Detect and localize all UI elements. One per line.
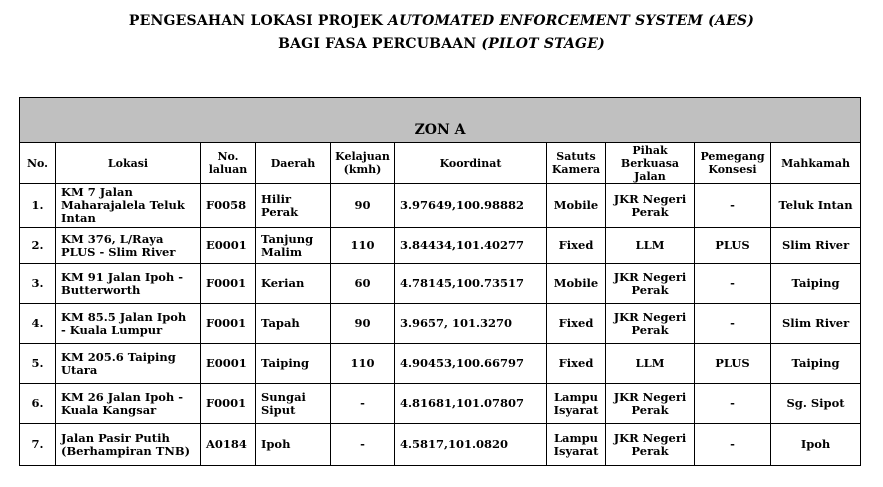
cell-kamera: Fixed bbox=[547, 304, 606, 344]
cell-konsesi: - bbox=[695, 424, 771, 466]
cell-no: 3. bbox=[20, 264, 56, 304]
cell-mahkamah: Ipoh bbox=[771, 424, 861, 466]
header-mahkamah: Mahkamah bbox=[771, 143, 861, 184]
table-row bbox=[20, 228, 861, 264]
cell-kelajuan: 60 bbox=[331, 264, 395, 304]
cell-konsesi: PLUS bbox=[695, 344, 771, 384]
cell-no: 1. bbox=[20, 184, 56, 228]
cell-koordinat: 4.81681,101.07807 bbox=[395, 384, 547, 424]
cell-konsesi: PLUS bbox=[695, 228, 771, 264]
cell-kamera: Mobile bbox=[547, 184, 606, 228]
header-kamera: Satuts Kamera bbox=[547, 143, 606, 184]
title-line-2-italic: (PILOT STAGE) bbox=[481, 36, 605, 52]
cell-koordinat: 4.90453,100.66797 bbox=[395, 344, 547, 384]
cell-mahkamah: Taiping bbox=[771, 344, 861, 384]
cell-daerah: Hilir Perak bbox=[256, 184, 331, 228]
cell-mahkamah: Sg. Sipot bbox=[771, 384, 861, 424]
cell-daerah: Sungai Siput bbox=[256, 384, 331, 424]
cell-no: 6. bbox=[20, 384, 56, 424]
cell-kelajuan: 90 bbox=[331, 304, 395, 344]
cell-laluan: F0001 bbox=[201, 384, 256, 424]
cell-laluan: F0001 bbox=[201, 264, 256, 304]
title-line-1-plain: PENGESAHAN LOKASI PROJEK bbox=[128, 13, 389, 29]
table-row bbox=[20, 424, 861, 466]
location-table bbox=[19, 97, 861, 466]
zone-label: ZON A bbox=[20, 98, 861, 143]
cell-no: 7. bbox=[20, 424, 56, 466]
cell-koordinat: 3.97649,100.98882 bbox=[395, 184, 547, 228]
table-row bbox=[20, 304, 861, 344]
document-title-line-2 bbox=[0, 36, 883, 52]
header-daerah: Daerah bbox=[256, 143, 331, 184]
cell-lokasi: Jalan Pasir Putih (Berhampiran TNB) bbox=[56, 424, 201, 466]
cell-laluan: E0001 bbox=[201, 344, 256, 384]
cell-pihak: LLM bbox=[606, 344, 695, 384]
cell-kamera: Lampu Isyarat bbox=[547, 424, 606, 466]
cell-kelajuan: - bbox=[331, 424, 395, 466]
cell-mahkamah: Teluk Intan bbox=[771, 184, 861, 228]
cell-no: 2. bbox=[20, 228, 56, 264]
cell-koordinat: 3.9657, 101.3270 bbox=[395, 304, 547, 344]
header-lokasi: Lokasi bbox=[56, 143, 201, 184]
cell-laluan: F0001 bbox=[201, 304, 256, 344]
cell-koordinat: 4.78145,100.73517 bbox=[395, 264, 547, 304]
cell-laluan: A0184 bbox=[201, 424, 256, 466]
header-koordinat: Koordinat bbox=[395, 143, 547, 184]
table-row bbox=[20, 344, 861, 384]
zone-header-row bbox=[20, 98, 861, 143]
cell-daerah: Ipoh bbox=[256, 424, 331, 466]
cell-lokasi: KM 205.6 Taiping Utara bbox=[56, 344, 201, 384]
cell-kelajuan: 110 bbox=[331, 228, 395, 264]
header-pihak: Pihak Berkuasa Jalan bbox=[606, 143, 695, 184]
cell-mahkamah: Slim River bbox=[771, 228, 861, 264]
cell-lokasi: KM 91 Jalan Ipoh - Butterworth bbox=[56, 264, 201, 304]
cell-lokasi: KM 376, L/Raya PLUS - Slim River bbox=[56, 228, 201, 264]
cell-pihak: LLM bbox=[606, 228, 695, 264]
cell-pihak: JKR Negeri Perak bbox=[606, 304, 695, 344]
cell-pihak: JKR Negeri Perak bbox=[606, 264, 695, 304]
cell-lokasi: KM 7 Jalan Maharajalela Teluk Intan bbox=[56, 184, 201, 228]
cell-daerah: Taiping bbox=[256, 344, 331, 384]
cell-lokasi: KM 26 Jalan Ipoh - Kuala Kangsar bbox=[56, 384, 201, 424]
cell-pihak: JKR Negeri Perak bbox=[606, 424, 695, 466]
cell-lokasi: KM 85.5 Jalan Ipoh - Kuala Lumpur bbox=[56, 304, 201, 344]
header-laluan: No. laluan bbox=[201, 143, 256, 184]
cell-kamera: Fixed bbox=[547, 228, 606, 264]
header-konsesi: Pemegang Konsesi bbox=[695, 143, 771, 184]
document-title-line-1 bbox=[0, 13, 883, 29]
column-header-row bbox=[20, 143, 861, 184]
title-line-1-italic: AUTOMATED ENFORCEMENT SYSTEM (AES) bbox=[388, 13, 755, 29]
cell-no: 4. bbox=[20, 304, 56, 344]
table-row bbox=[20, 384, 861, 424]
cell-konsesi: - bbox=[695, 384, 771, 424]
table-body bbox=[20, 184, 861, 466]
cell-daerah: Tanjung Malim bbox=[256, 228, 331, 264]
cell-konsesi: - bbox=[695, 304, 771, 344]
cell-pihak: JKR Negeri Perak bbox=[606, 384, 695, 424]
cell-kamera: Lampu Isyarat bbox=[547, 384, 606, 424]
cell-mahkamah: Taiping bbox=[771, 264, 861, 304]
cell-koordinat: 3.84434,101.40277 bbox=[395, 228, 547, 264]
cell-daerah: Tapah bbox=[256, 304, 331, 344]
cell-kelajuan: 110 bbox=[331, 344, 395, 384]
cell-laluan: E0001 bbox=[201, 228, 256, 264]
table-row bbox=[20, 264, 861, 304]
cell-kelajuan: - bbox=[331, 384, 395, 424]
title-line-2-plain: BAGI FASA PERCUBAAN bbox=[278, 36, 482, 52]
cell-no: 5. bbox=[20, 344, 56, 384]
cell-pihak: JKR Negeri Perak bbox=[606, 184, 695, 228]
cell-kamera: Mobile bbox=[547, 264, 606, 304]
header-no: No. bbox=[20, 143, 56, 184]
cell-laluan: F0058 bbox=[201, 184, 256, 228]
table-row bbox=[20, 184, 861, 228]
cell-kamera: Fixed bbox=[547, 344, 606, 384]
cell-mahkamah: Slim River bbox=[771, 304, 861, 344]
cell-koordinat: 4.5817,101.0820 bbox=[395, 424, 547, 466]
cell-konsesi: - bbox=[695, 264, 771, 304]
cell-daerah: Kerian bbox=[256, 264, 331, 304]
header-kelajuan: Kelajuan (kmh) bbox=[331, 143, 395, 184]
cell-konsesi: - bbox=[695, 184, 771, 228]
cell-kelajuan: 90 bbox=[331, 184, 395, 228]
